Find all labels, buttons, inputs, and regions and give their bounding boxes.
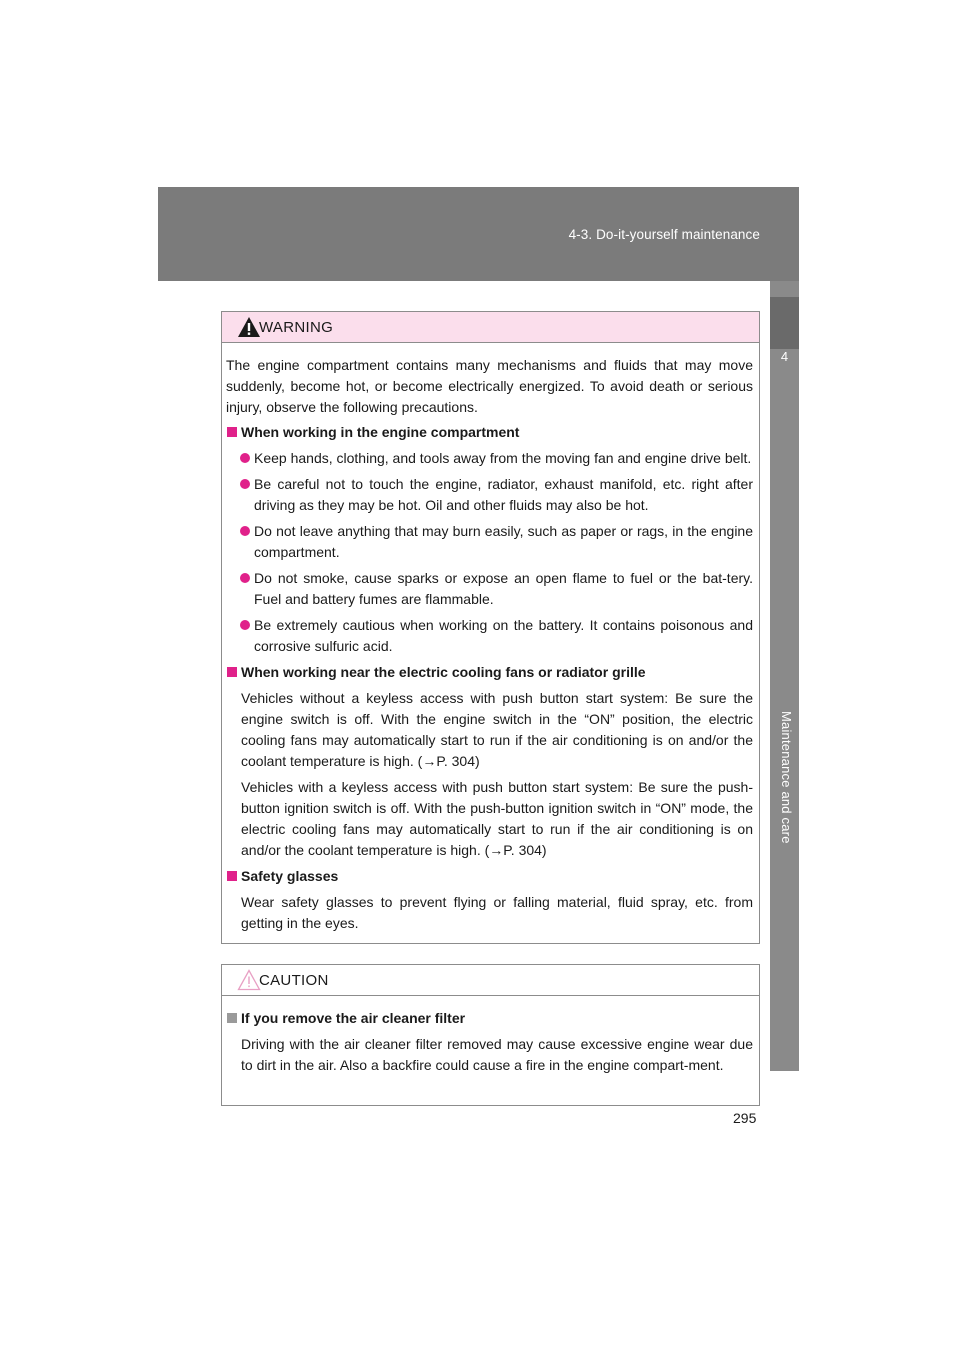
caution-title: CAUTION xyxy=(259,972,329,989)
dot-bullet-icon xyxy=(240,573,250,583)
chapter-title: Maintenance and care xyxy=(779,711,794,844)
dot-bullet-icon xyxy=(240,479,250,489)
warning-header xyxy=(222,312,759,343)
caution-body xyxy=(222,996,759,1076)
section-title: 4-3. Do-it-yourself maintenance xyxy=(568,227,760,242)
chapter-number: 4 xyxy=(780,349,789,364)
section-paragraph: Wear safety glasses to prevent flying or falling material, fluid spray, etc. from getting in the eyes. xyxy=(241,894,753,931)
section-heading: When working in the engine compartment xyxy=(226,422,753,443)
section-paragraph: Vehicles with a keyless access with push button start system: Be sure the push-button ignition switch is off. With the push-button ignition switch in “ON” mode, the electric cooling fans may automatically start to run if the air conditioning is on and/or the coolant temperature is high. (→P. 304) xyxy=(241,779,753,858)
chapter-side-tab xyxy=(770,281,799,1071)
list-item: Do not leave anything that may burn easily, such as paper or rags, in the engine compartment. xyxy=(226,521,753,563)
warning-title: WARNING xyxy=(259,319,334,336)
header-band xyxy=(158,187,799,281)
warning-box xyxy=(221,311,760,944)
caution-box xyxy=(221,964,760,1106)
square-bullet-icon xyxy=(227,1013,237,1023)
list-item: Be extremely cautious when working on the battery. It contains poisonous and corrosive sulfuric acid. xyxy=(226,615,753,657)
caution-triangle-icon xyxy=(237,969,261,991)
section-paragraph: Driving with the air cleaner filter removed may cause excessive engine wear due to dirt in the air. Also a backfire could cause a fire in the engine compart-ment. xyxy=(241,1036,753,1073)
page-number: 295 xyxy=(733,1110,757,1126)
square-bullet-icon xyxy=(227,667,237,677)
list-item: Do not smoke, cause sparks or expose an open flame to fuel or the bat-tery. Fuel and battery fumes are flammable. xyxy=(226,568,753,610)
square-bullet-icon xyxy=(227,427,237,437)
section-paragraph: Vehicles without a keyless access with push button start system: Be sure the engine switch is off. With the engine switch in the “ON” position, the electric cooling fans may automatically start to run if the air conditioning is on and/or the coolant temperature is high. (→P. 304) xyxy=(241,690,753,769)
section-heading: If you remove the air cleaner filter xyxy=(226,1008,753,1029)
caution-header xyxy=(222,965,759,996)
dot-bullet-icon xyxy=(240,620,250,630)
warning-triangle-icon xyxy=(237,316,261,338)
chapter-number-box xyxy=(770,297,799,349)
warning-body xyxy=(222,343,759,934)
list-item: Be careful not to touch the engine, radiator, exhaust manifold, etc. right after driving as they may be hot. Oil and other fluids may also be hot. xyxy=(226,474,753,516)
square-bullet-icon xyxy=(227,871,237,881)
dot-bullet-icon xyxy=(240,526,250,536)
list-item: Keep hands, clothing, and tools away from the moving fan and engine drive belt. xyxy=(226,448,753,469)
warning-intro: The engine compartment contains many mechanisms and fluids that may move suddenly, become hot, or become electrically energized. To avoid death or serious injury, observe the following precautions. xyxy=(226,357,753,415)
dot-bullet-icon xyxy=(240,453,250,463)
section-heading: Safety glasses xyxy=(226,866,753,887)
section-heading: When working near the electric cooling fans or radiator grille xyxy=(226,662,753,683)
